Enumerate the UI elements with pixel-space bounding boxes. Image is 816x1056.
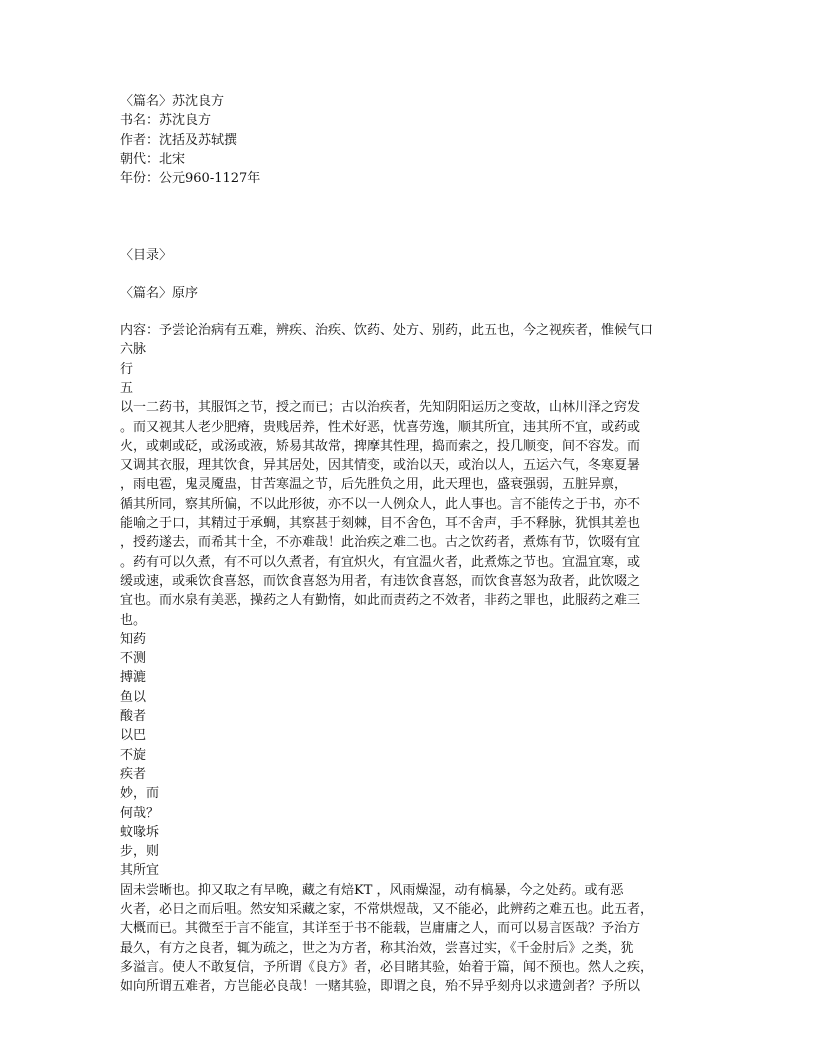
text-line: 大概而已。其微至于言不能宣，其详至于书不能载，岂庸庸之人，而可以易言医哉？予治方 (120, 921, 641, 937)
section-title: 〈篇名〉原序 (120, 285, 199, 301)
header-line: 〈篇名〉苏沈良方 (120, 94, 225, 109)
text-line: 以巴 (120, 728, 147, 744)
text-line: 火者，必日之而后咀。然安知采藏之家，不常烘煜哉，又不能必，此辨药之难五也。此五者， (120, 901, 654, 917)
table-of-contents-heading: 〈目录〉 (120, 248, 173, 264)
text-line: 不测 (120, 651, 147, 667)
text-line: ，雨电雹，鬼灵魇蛊，甘苦寒温之节，后先胜负之用，此天理也，盛衰强弱，五脏异禀， (120, 477, 628, 493)
spacer (120, 303, 688, 321)
text-line: 五 (120, 380, 134, 396)
text-line: 不旋 (120, 747, 147, 763)
text-line: 多溢言。使人不敢复信，予所谓《良方》者，必目睹其验，始着于篇，闻不预也。然人之疾， (120, 959, 654, 975)
text-line: 妙，而 (120, 786, 160, 802)
text-line: 固未尝晰也。抑又取之有早晚，藏之有焙KT ，风雨燥湿，动有槁暴，今之处药。或有恶 (120, 882, 624, 898)
text-line: 行 (120, 361, 134, 377)
spacer (120, 266, 688, 284)
body-text-part-2 (120, 630, 688, 881)
text-line: 也。 (120, 612, 147, 628)
header-line: 朝代：北宋 (120, 151, 186, 167)
text-line: 疾者 (120, 766, 147, 782)
text-line: 知药 (120, 631, 147, 647)
text-line: 酸者 (120, 709, 147, 725)
text-line: 缓或速，或乘饮食喜怒，而饮食喜怒为用者，有违饮食喜怒，而饮食喜怒为敌者，此饮啜之 (120, 573, 641, 589)
text-line: 内容：予尝论治病有五难，辨疾、治疾、饮药、处方、别药，此五也，今之视疾者，惟候气口 (120, 323, 654, 339)
text-line: 。而又视其人老少肥瘠，贵贱居养，性术好恶，忧喜劳逸，顺其所宜，违其所不宜，或药或 (120, 419, 641, 435)
text-line: 搏漉 (120, 670, 147, 686)
text-line: 其所宜 (120, 863, 160, 879)
text-line: 宜也。而水泉有美恶，操药之人有勤惰，如此而责药之不效者，非药之罪也，此服药之难三 (120, 593, 641, 609)
text-line: 六脉 (120, 342, 147, 358)
text-line: 又调其衣服，理其饮食，异其居处，因其情变，或治以天，或治以人，五运六气，冬寒夏暑 (120, 458, 641, 474)
text-line: 能喻之于口，其精过于承蜩，其察甚于刻棘，目不舍色，耳不舍声，手不释脉，犹惧其差也 (120, 516, 641, 532)
document-header (120, 92, 688, 188)
text-line: 最久，有方之良者，辄为疏之，世之为方者，称其治效，尝喜过实，《千金肘后》之类，犹 (120, 940, 634, 956)
header-line: 年份：公元960-1127年 (120, 171, 261, 187)
text-line: 循其所同，察其所偏，不以此形彼，亦不以一人例众人，此人事也。言不能传之于书，亦不 (120, 496, 641, 512)
text-line: 蚊喙坼 (120, 824, 160, 840)
text-line: 。药有可以久煮，有不可以久煮者，有宜炽火，有宜温火者，此煮炼之节也。宜温宜寒，或 (120, 554, 641, 570)
spacer (120, 188, 688, 246)
text-line: 以一二药书，其服饵之节，授之而已；古以治疾者，先知阴阳运历之变故，山林川泽之窍发 (120, 400, 641, 416)
text-line: ，授药遂去，而希其十全，不亦难哉！此治疾之难二也。古之饮药者，煮炼有节，饮啜有宜 (120, 535, 641, 551)
header-line: 作者：沈括及苏轼撰 (120, 132, 238, 148)
body-text-part-3 (120, 881, 688, 997)
text-line: 步，则 (120, 844, 160, 860)
text-line: 如向所谓五难者，方岂能必良哉！一赌其验，即谓之良，殆不异乎刻舟以求遗剑者？予所以 (120, 979, 641, 995)
text-line: 火，或刺或砭，或汤或液，矫易其故常，捭摩其性理，捣而索之，投几顺变，间不容发。而 (120, 438, 641, 454)
text-line: 鱼以 (120, 689, 147, 705)
text-line: 何哉？ (120, 805, 160, 821)
body-text-part-1 (120, 321, 688, 630)
document-page (120, 92, 688, 996)
header-line: 书名：苏沈良方 (120, 113, 212, 129)
